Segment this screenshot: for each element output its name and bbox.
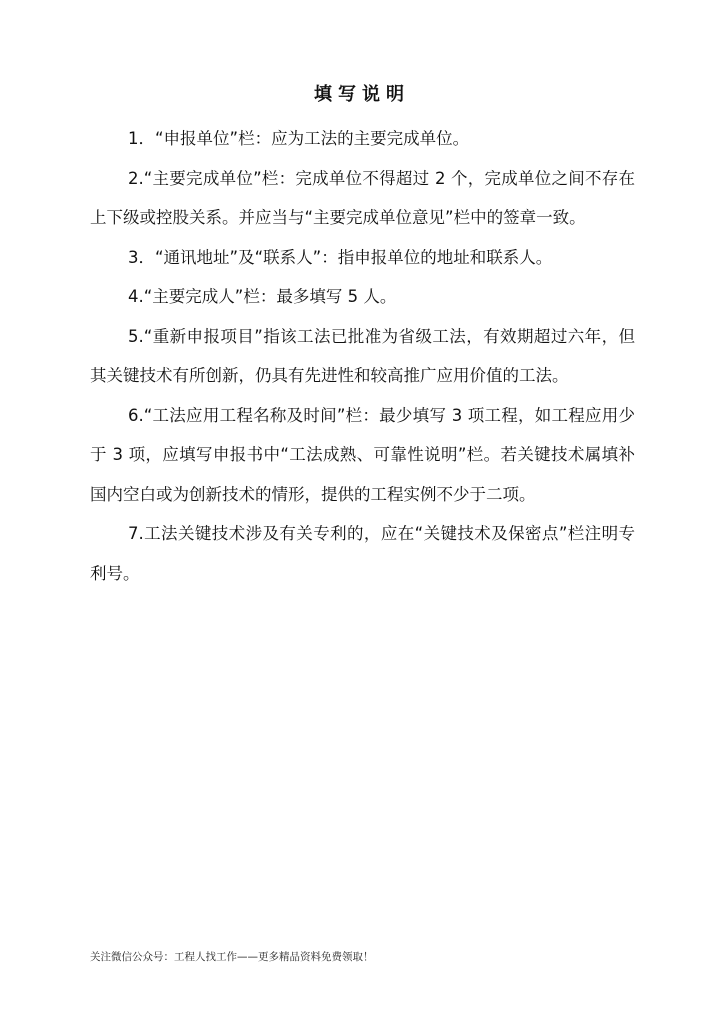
instructions-body bbox=[90, 119, 635, 593]
instruction-item-2: 2.“主要完成单位”栏：完成单位不得超过 2 个，完成单位之间不存在上下级或控股关系。并应当与“主要完成单位意见”栏中的签章一致。 bbox=[90, 168, 635, 227]
instruction-item-3: 3．“通讯地址”及“联系人”：指申报单位的地址和联系人。 bbox=[128, 247, 553, 267]
instruction-item-1: 1．“申报单位”栏：应为工法的主要完成单位。 bbox=[128, 129, 470, 148]
footer-note: 关注微信公众号：工程人找工作——更多精品资料免费领取！ bbox=[90, 951, 374, 963]
instruction-item-7: 7.工法关键技术涉及有关专利的，应在“关键技术及保密点”栏注明专利号。 bbox=[90, 524, 635, 583]
instruction-item-6: 6.“工法应用工程名称及时间”栏：最少填写 3 项工程，如工程应用少于 3 项，应填写申报书中“工法成熟、可靠性说明”栏。若关键技术属填补国内空白或为创新技术的情形，提供的工程实例不少于二项。 bbox=[90, 405, 635, 504]
instruction-item-5: 5.“重新申报项目”指该工法已批准为省级工法，有效期超过六年，但其关键技术有所创新，仍具有先进性和较高推广应用价值的工法。 bbox=[90, 326, 635, 385]
instruction-item-4: 4.“主要完成人”栏：最多填写 5 人。 bbox=[128, 287, 397, 306]
document-title: 填写说明 bbox=[314, 84, 410, 105]
